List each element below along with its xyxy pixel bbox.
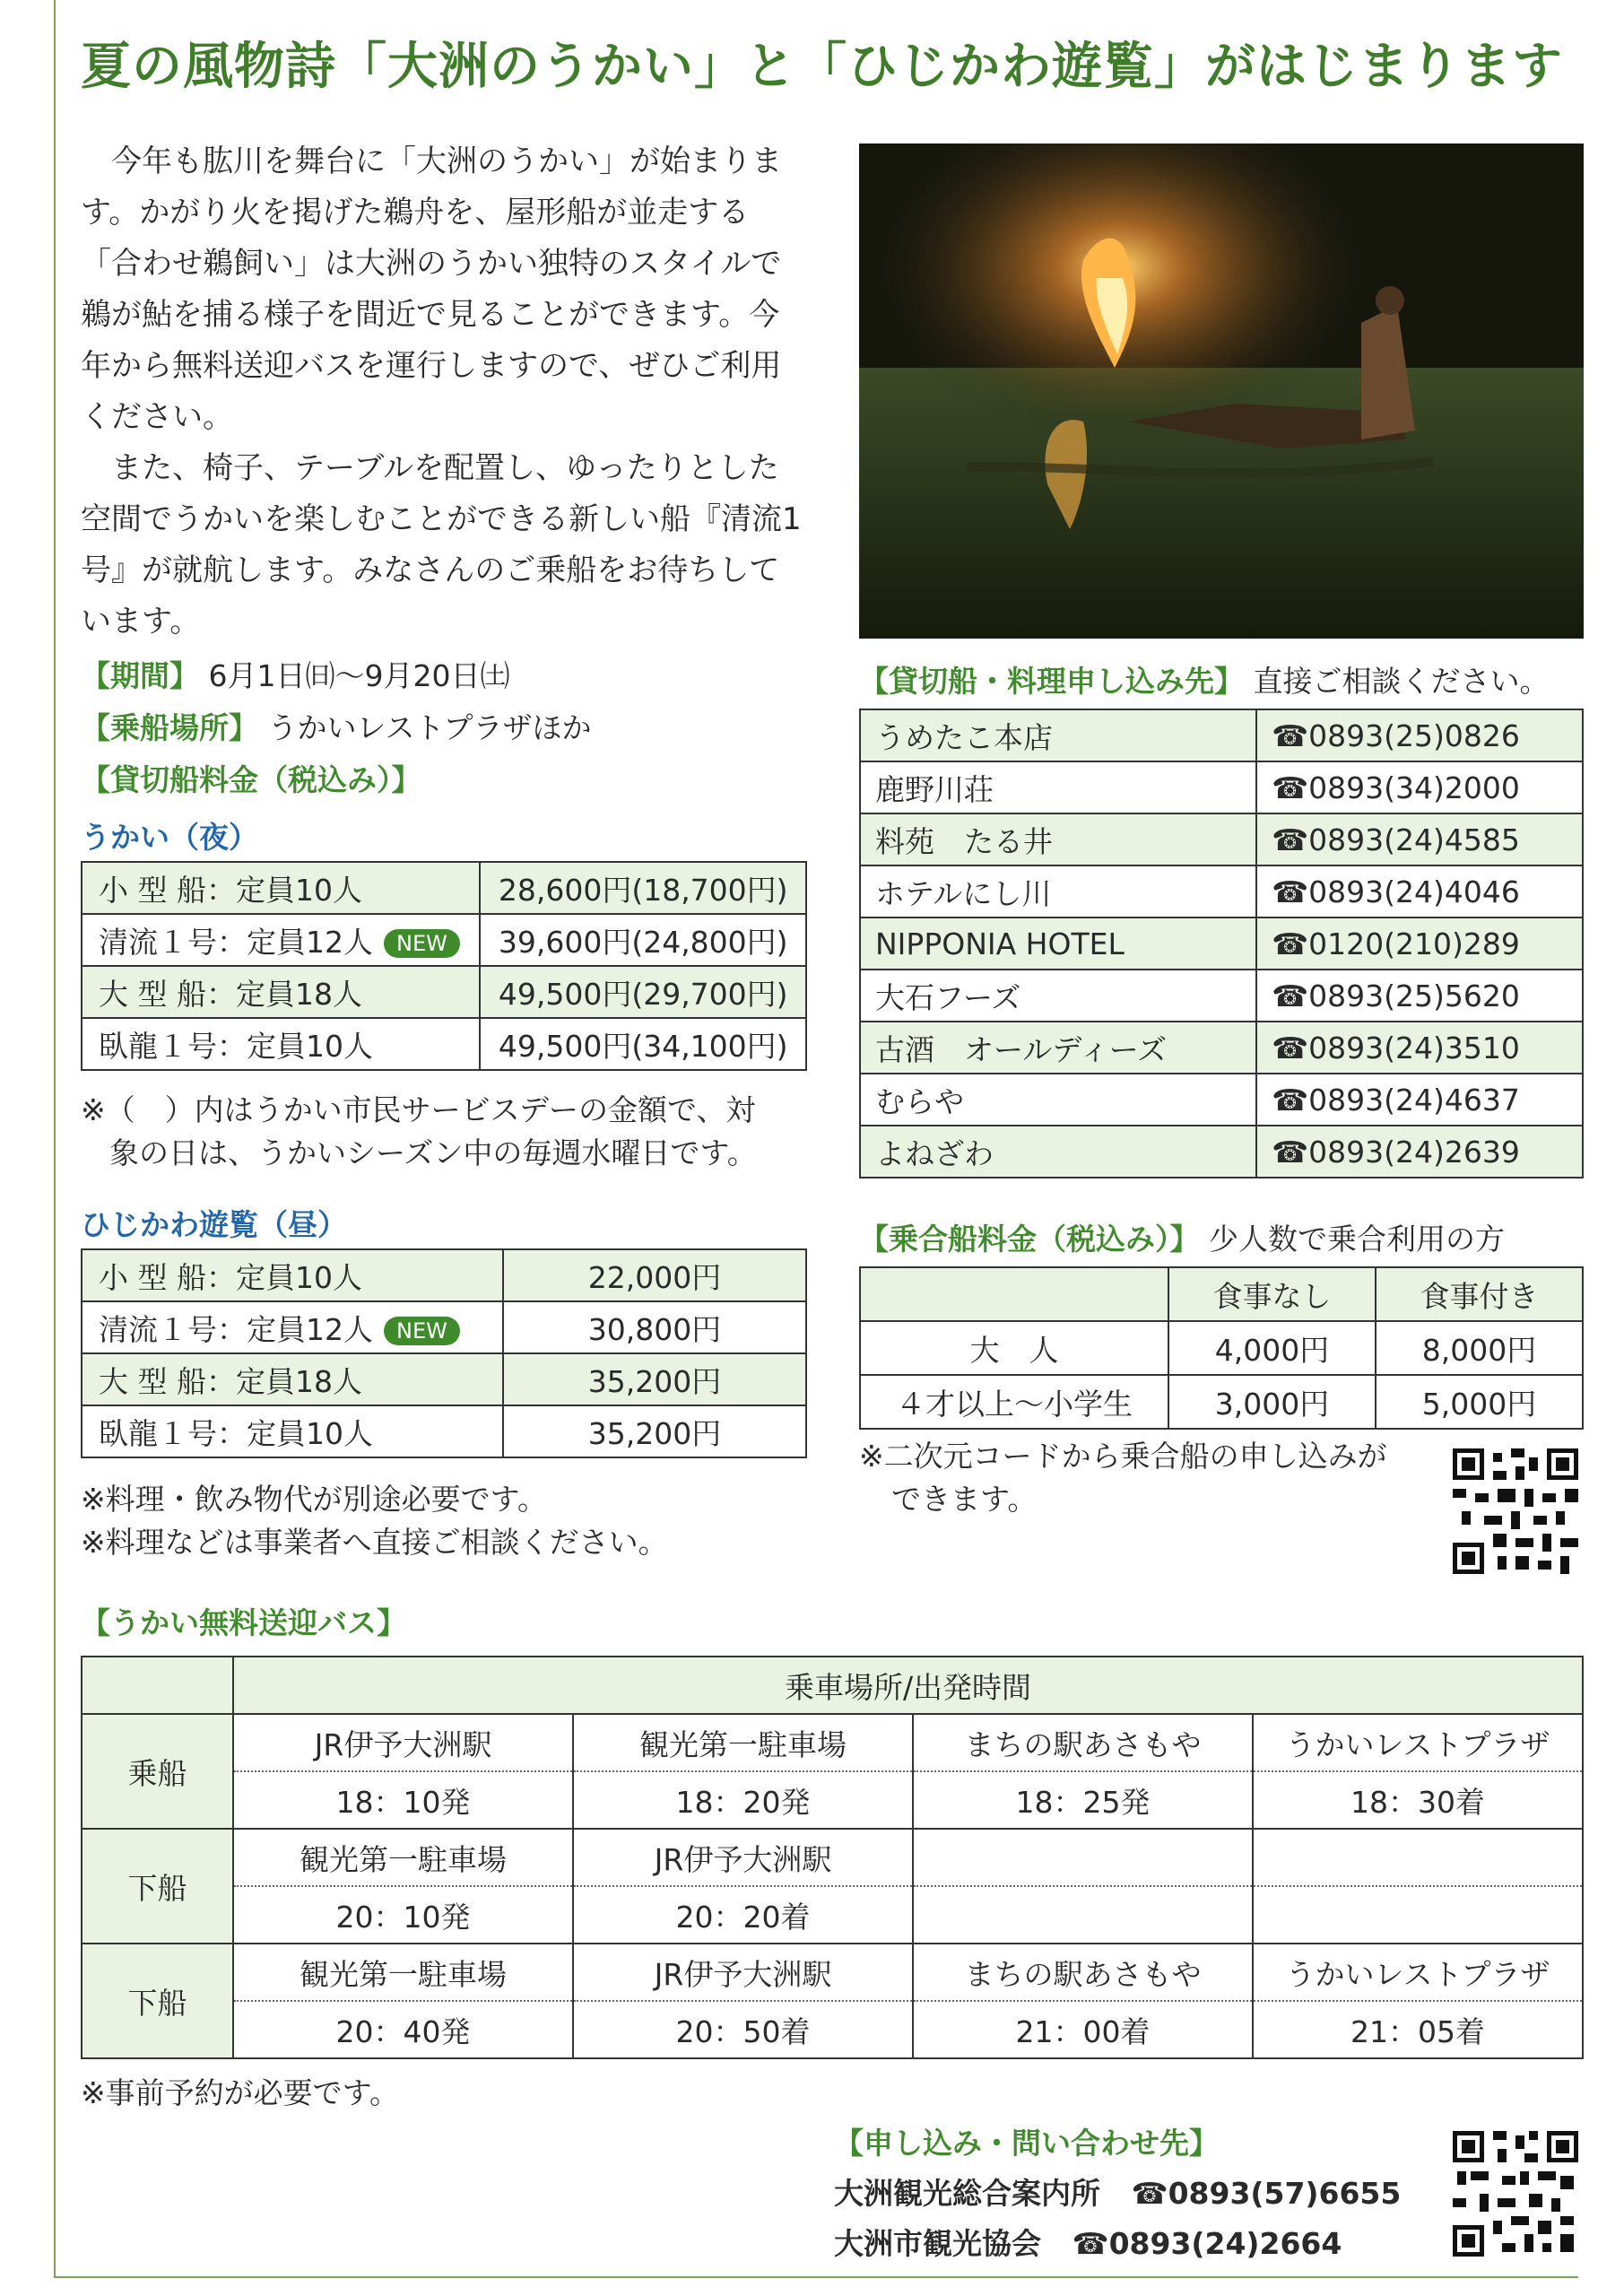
contact-name: ホテルにし川 — [860, 865, 1256, 918]
shared-price-table — [859, 1266, 1584, 1430]
qr-note-1: ※二次元コードから乗合船の申し込みが — [859, 1439, 1387, 1474]
table-row — [860, 1375, 1583, 1429]
qr-note-2: できます。 — [891, 1482, 1038, 1517]
contact-tel: ☎0893(24)4046 — [1256, 865, 1583, 918]
contact-name: 鹿野川荘 — [860, 761, 1256, 813]
inquiry-name: 大洲市観光協会 — [834, 2226, 1041, 2261]
table-row — [82, 1353, 806, 1405]
table-row — [860, 918, 1583, 970]
contact-tel: ☎0893(24)4585 — [1256, 813, 1583, 865]
table-row — [860, 865, 1583, 918]
price-no-meal: 4,000円 — [1168, 1321, 1376, 1375]
contact-tel: ☎0120(210)289 — [1256, 918, 1583, 970]
contact-sub: 直接ご相談ください。 — [1253, 664, 1550, 699]
boat-price: 49,500円(34,100円) — [480, 1018, 806, 1070]
table-row — [860, 709, 1583, 761]
ukai-price-table — [81, 861, 807, 1071]
bus-place: まちの駅あさもや — [913, 1714, 1253, 1771]
boat-price: 35,200円 — [503, 1405, 806, 1457]
bus-header-row — [82, 1657, 1583, 1714]
table-row — [82, 1405, 806, 1457]
period-value: 6月1日㈰～9月20日㈯ — [208, 658, 510, 693]
bus-time: 18：25発 — [913, 1771, 1253, 1829]
boat-price: 35,200円 — [503, 1353, 806, 1405]
bus-time: 21：05着 — [1253, 2001, 1583, 2058]
bus-note: ※事前予約が必要です。 — [81, 2075, 400, 2110]
new-badge: NEW — [384, 1317, 460, 1345]
qr-code-icon[interactable] — [1453, 2131, 1578, 2257]
bus-time: 20：10発 — [233, 1886, 573, 1944]
new-badge: NEW — [384, 929, 460, 958]
boat-name: 大 型 船：定員18人 — [82, 966, 480, 1018]
contact-heading: 【貸切船・料理申し込み先】 — [859, 664, 1244, 699]
table-row — [82, 1301, 806, 1353]
bus-place: まちの駅あさもや — [913, 1944, 1253, 2001]
boat-name: 清流１号：定員12人 NEW — [82, 1301, 503, 1353]
bus-board-places — [82, 1714, 1583, 1771]
bus-board-label: 乗船 — [82, 1714, 233, 1829]
boat-name: 小 型 船：定員10人 — [82, 1249, 503, 1301]
venue-label: 【乗船場所】 — [81, 710, 258, 745]
table-row — [82, 914, 806, 966]
bottom-border — [54, 2276, 1578, 2278]
bus-place — [913, 1829, 1253, 1886]
bus-place: うかいレストプラザ — [1253, 1944, 1583, 2001]
bus-header: 乗車場所/出発時間 — [233, 1657, 1583, 1714]
header-blank — [860, 1267, 1168, 1321]
bus-header-blank — [82, 1657, 233, 1714]
cormorant-fishing-photo — [859, 144, 1584, 639]
bus-time: 18：20発 — [573, 1771, 913, 1829]
contact-name: 古酒 オールディーズ — [860, 1022, 1256, 1074]
bus-place: 観光第一駐車場 — [233, 1944, 573, 2001]
venue-line — [81, 705, 592, 747]
bus-place: うかいレストプラザ — [1253, 1714, 1583, 1771]
bus-place: 観光第一駐車場 — [233, 1829, 573, 1886]
hiji-note-2: ※料理などは事業者へ直接ご相談ください。 — [81, 1525, 668, 1560]
inquiry-tel: ☎0893(57)6655 — [1131, 2176, 1402, 2211]
boat-price: 39,600円(24,800円) — [480, 914, 806, 966]
table-row — [860, 761, 1583, 813]
bus-time: 20：20着 — [573, 1886, 913, 1944]
bus-alight2-times — [82, 2001, 1583, 2058]
boat-price: 22,000円 — [503, 1249, 806, 1301]
boat-name: 清流１号：定員12人 NEW — [82, 914, 480, 966]
table-row — [860, 970, 1583, 1022]
hiji-price-table — [81, 1248, 807, 1458]
table-row — [82, 966, 806, 1018]
intro-paragraph-1: 今年も肱川を舞台に「大洲のうかい」が始まります。かがり火を掲げた鵜舟を、屋形船が並走する「合わせ鵜飼い」は大洲のうかい独特のスタイルで鵜が鮎を捕る様子を間近で見ることができます。今年から無料送迎バスを運行しますので、ぜひご利用ください。 — [81, 144, 782, 435]
contact-tel: ☎0893(25)5620 — [1256, 970, 1583, 1022]
bus-board-times — [82, 1771, 1583, 1829]
contact-table — [859, 709, 1584, 1178]
table-header-row — [860, 1267, 1583, 1321]
bus-time: 18：30着 — [1253, 1771, 1583, 1829]
bus-place: JR伊予大洲駅 — [573, 1944, 913, 2001]
intro-paragraph-2: また、椅子、テーブルを配置し、ゆったりとした空間でうかいを楽しむことができる新しい船『清流1号』が就航します。みなさんのご乗船をお待ちしています。 — [81, 450, 802, 639]
inquiry-line-2 — [834, 2221, 1342, 2263]
boat-name: 小 型 船：定員10人 — [82, 862, 480, 914]
header-with-meal: 食事付き — [1376, 1267, 1583, 1321]
boat-price: 30,800円 — [503, 1301, 806, 1353]
period-label: 【期間】 — [81, 658, 199, 693]
inquiry-tel: ☎0893(24)2664 — [1072, 2226, 1342, 2261]
bus-alight2-places — [82, 1944, 1583, 2001]
bus-time: 20：40発 — [233, 2001, 573, 2058]
boat-price: 28,600円(18,700円) — [480, 862, 806, 914]
table-row — [860, 1022, 1583, 1074]
hiji-note-1: ※料理・飲み物代が別途必要です。 — [81, 1482, 548, 1517]
bus-place: 観光第一駐車場 — [573, 1714, 913, 1771]
price-with-meal: 8,000円 — [1376, 1321, 1583, 1375]
contact-name: 大石フーズ — [860, 970, 1256, 1022]
bus-alight1-places — [82, 1829, 1583, 1886]
table-row — [860, 1126, 1583, 1178]
age-label: 大 人 — [860, 1321, 1168, 1375]
age-label: ４才以上～小学生 — [860, 1375, 1168, 1429]
qr-code-icon[interactable] — [1453, 1448, 1578, 1574]
table-row — [82, 1018, 806, 1070]
bus-place: JR伊予大洲駅 — [233, 1714, 573, 1771]
intro-text — [81, 136, 809, 648]
boat-name: 臥龍１号：定員10人 — [82, 1018, 480, 1070]
bus-time — [913, 1886, 1253, 1944]
shared-sub: 少人数で乗合利用の方 — [1209, 1222, 1505, 1257]
ukai-heading: うかい（夜） — [81, 820, 258, 855]
contact-tel: ☎0893(25)0826 — [1256, 709, 1583, 761]
page-title: 夏の風物詩「大洲のうかい」と「ひじかわ遊覧」がはじまります — [81, 38, 1563, 96]
contact-tel: ☎0893(24)4637 — [1256, 1074, 1583, 1126]
contact-name: NIPPONIA HOTEL — [860, 918, 1256, 970]
contact-tel: ☎0893(24)2639 — [1256, 1126, 1583, 1178]
table-row — [860, 1321, 1583, 1375]
bus-alight1-label: 下船 — [82, 1829, 233, 1944]
price-with-meal: 5,000円 — [1376, 1375, 1583, 1429]
price-no-meal: 3,000円 — [1168, 1375, 1376, 1429]
bus-time: 18：10発 — [233, 1771, 573, 1829]
table-row — [82, 1249, 806, 1301]
left-border — [54, 0, 56, 2278]
bus-alight1-times — [82, 1886, 1583, 1944]
table-row — [860, 813, 1583, 865]
bus-time: 21：00着 — [913, 2001, 1253, 2058]
contact-name: うめたこ本店 — [860, 709, 1256, 761]
boat-price: 49,500円(29,700円) — [480, 966, 806, 1018]
hiji-heading: ひじかわ遊覧（昼） — [81, 1207, 347, 1242]
boat-name: 臥龍１号：定員10人 — [82, 1405, 503, 1457]
inquiry-name: 大洲観光総合案内所 — [834, 2176, 1100, 2211]
contact-name: 料苑 たる井 — [860, 813, 1256, 865]
contact-name: よねざわ — [860, 1126, 1256, 1178]
bus-place — [1253, 1829, 1583, 1886]
bus-time: 20：50着 — [573, 2001, 913, 2058]
table-row — [860, 1074, 1583, 1126]
period-line — [81, 653, 509, 695]
venue-value: うかいレストプラザほか — [267, 710, 592, 745]
table-row — [82, 862, 806, 914]
bus-alight2-label: 下船 — [82, 1944, 233, 2058]
ukai-note-2: 象の日は、うかいシーズン中の毎週水曜日です。 — [109, 1135, 757, 1170]
ukai-note-1: ※（ ）内はうかい市民サービスデーの金額で、対 — [81, 1092, 756, 1127]
contact-tel: ☎0893(34)2000 — [1256, 761, 1583, 813]
header-no-meal: 食事なし — [1168, 1267, 1376, 1321]
charter-heading: 【貸切船料金（税込み）】 — [81, 762, 421, 797]
contact-heading-line — [859, 658, 1550, 700]
contact-name: むらや — [860, 1074, 1256, 1126]
bus-table — [81, 1656, 1584, 2059]
shared-heading-line — [859, 1216, 1505, 1258]
bus-place: JR伊予大洲駅 — [573, 1829, 913, 1886]
bus-heading: 【うかい無料送迎バス】 — [81, 1605, 406, 1640]
bus-time — [1253, 1886, 1583, 1944]
inquiry-line-1 — [834, 2170, 1401, 2213]
shared-heading: 【乗合船料金（税込み）】 — [859, 1222, 1200, 1257]
inquiry-heading: 【申し込み・問い合わせ先】 — [834, 2126, 1219, 2161]
contact-tel: ☎0893(24)3510 — [1256, 1022, 1583, 1074]
boat-name: 大 型 船：定員18人 — [82, 1353, 503, 1405]
